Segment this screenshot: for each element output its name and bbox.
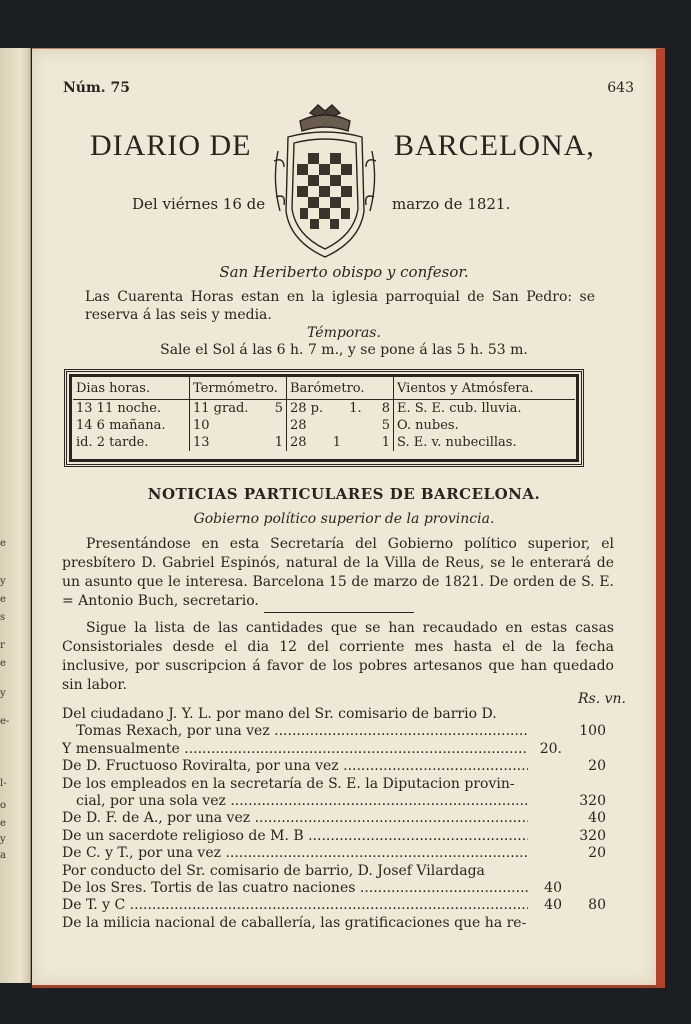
weather-header: Barómetro.	[287, 377, 394, 400]
list-item: De los Sres. Tortis de las cuatro naciones ..... 40	[62, 880, 606, 897]
cuarenta-horas-notice: Las Cuarenta Horas estan en la iglesia parroquial de San Pedro: se reserva á las seis y media.	[85, 289, 595, 323]
list-item: Del ciudadano J. Y. L. por mano del Sr. comisario de barrio D.	[62, 706, 497, 722]
list-item: cial, por una sola vez ..... 320	[62, 793, 606, 810]
list-item: Por conducto del Sr. comisario de barrio, D. Josef Vilardaga	[62, 862, 485, 879]
list-item: Y mensualmente ..... 20.	[62, 741, 606, 758]
weather-cell: 13 1	[190, 434, 287, 451]
temporas-label: Témporas.	[307, 325, 381, 341]
weather-header: Vientos y Atmósfera.	[394, 377, 576, 400]
currency-label: Rs. vn.	[577, 691, 626, 707]
facing-page-fragment: e	[0, 658, 6, 669]
weather-header: Dias horas.	[73, 377, 190, 400]
weather-row	[73, 417, 575, 434]
page-number: 643	[607, 80, 634, 96]
facing-page-fragment: e-	[0, 716, 10, 727]
list-item: De un sacerdote religioso de M. B ..... 320	[62, 828, 606, 845]
facing-page-fragment: e	[0, 594, 6, 605]
subsection-title: Gobierno político superior de la provincia.	[193, 511, 495, 527]
weather-cell: S. E. v. nubecillas.	[397, 435, 517, 450]
list-item: Tomas Rexach, por una vez ..... 100	[62, 723, 606, 740]
newspaper-page	[32, 48, 665, 988]
section-title: NOTICIAS PARTICULARES DE BARCELONA.	[147, 485, 541, 503]
list-item: De D. F. de A., por una vez ..... 40	[62, 810, 606, 827]
facing-page-fragment: l-	[0, 778, 7, 789]
masthead-title-right: BARCELONA,	[394, 129, 595, 162]
facing-page-fragment: s	[0, 612, 6, 623]
notice-paragraph: Presentándose en esta Secretaría del Gobierno político superior, el presbítero D. Gabriel Espinós, natural de la Villa de Reus, se le enterará de un asunto que le interesa. Barcelona 15 de marzo de 1821. De orden de S. E. = Antonio Buch, secretario.	[62, 536, 614, 609]
date-left: Del viérnes 16 de	[132, 195, 266, 213]
weather-header: Termómetro.	[190, 377, 287, 400]
facing-page-fragment: y	[0, 576, 6, 587]
facing-page-edge	[0, 48, 31, 983]
facing-page-fragment: y	[0, 688, 6, 699]
issue-number: Núm. 75	[63, 80, 131, 96]
weather-cell: 28 p. 1. 8	[287, 400, 394, 418]
weather-row	[73, 434, 575, 451]
weather-cell: id. 2 tarde.	[73, 434, 190, 451]
masthead-title-left: DIARIO DE	[90, 129, 252, 162]
list-item: De los empleados en la secretaría de S. E. la Diputacion provin-	[62, 775, 515, 792]
list-item: De C. y T., por una vez ..... 20	[62, 845, 606, 862]
weather-row	[73, 400, 575, 418]
list-item: De T. y C ..... 40 80	[62, 897, 606, 914]
facing-page-fragment: e	[0, 538, 6, 549]
sunrise-sunset: Sale el Sol á las 6 h. 7 m., y se pone á las 5 h. 53 m.	[160, 342, 528, 358]
weather-cell: 11 grad. 5	[190, 400, 287, 418]
facing-page-fragment: r	[0, 640, 5, 651]
date-right: marzo de 1821.	[392, 195, 511, 213]
weather-cell: 13 11 noche.	[73, 400, 190, 418]
weather-cell: 28 1 1	[287, 434, 394, 451]
donation-list	[62, 706, 606, 932]
weather-cell: 10	[190, 417, 287, 434]
coat-of-arms-icon	[270, 101, 380, 261]
weather-cell: O. nubes.	[397, 418, 459, 433]
weather-header-row	[73, 377, 575, 400]
weather-cell: 14 6 mañana.	[73, 417, 190, 434]
weather-cell: E. S. E. cub. lluvia.	[397, 401, 522, 416]
divider	[264, 612, 414, 613]
saint-of-day: San Heriberto obispo y confesor.	[219, 263, 469, 281]
facing-page-fragment: y	[0, 834, 6, 845]
weather-table	[64, 369, 584, 467]
facing-page-fragment: e	[0, 818, 6, 829]
list-intro-paragraph: Sigue la lista de las cantidades que se han recaudado en estas casas Consistoriales desde el dia 12 del corriente mes hasta el de la fecha inclusive, por suscripcion á favor de los pobres artesanos que han quedado sin labor.	[62, 620, 614, 693]
facing-page-fragment: o	[0, 800, 7, 811]
list-item: De D. Fructuoso Roviralta, por una vez ..... 20	[62, 758, 606, 775]
facing-page-fragment: a	[0, 850, 6, 861]
list-item: De la milicia nacional de caballería, las gratificaciones que ha re-	[62, 914, 527, 931]
weather-cell: 28 5	[287, 417, 394, 434]
